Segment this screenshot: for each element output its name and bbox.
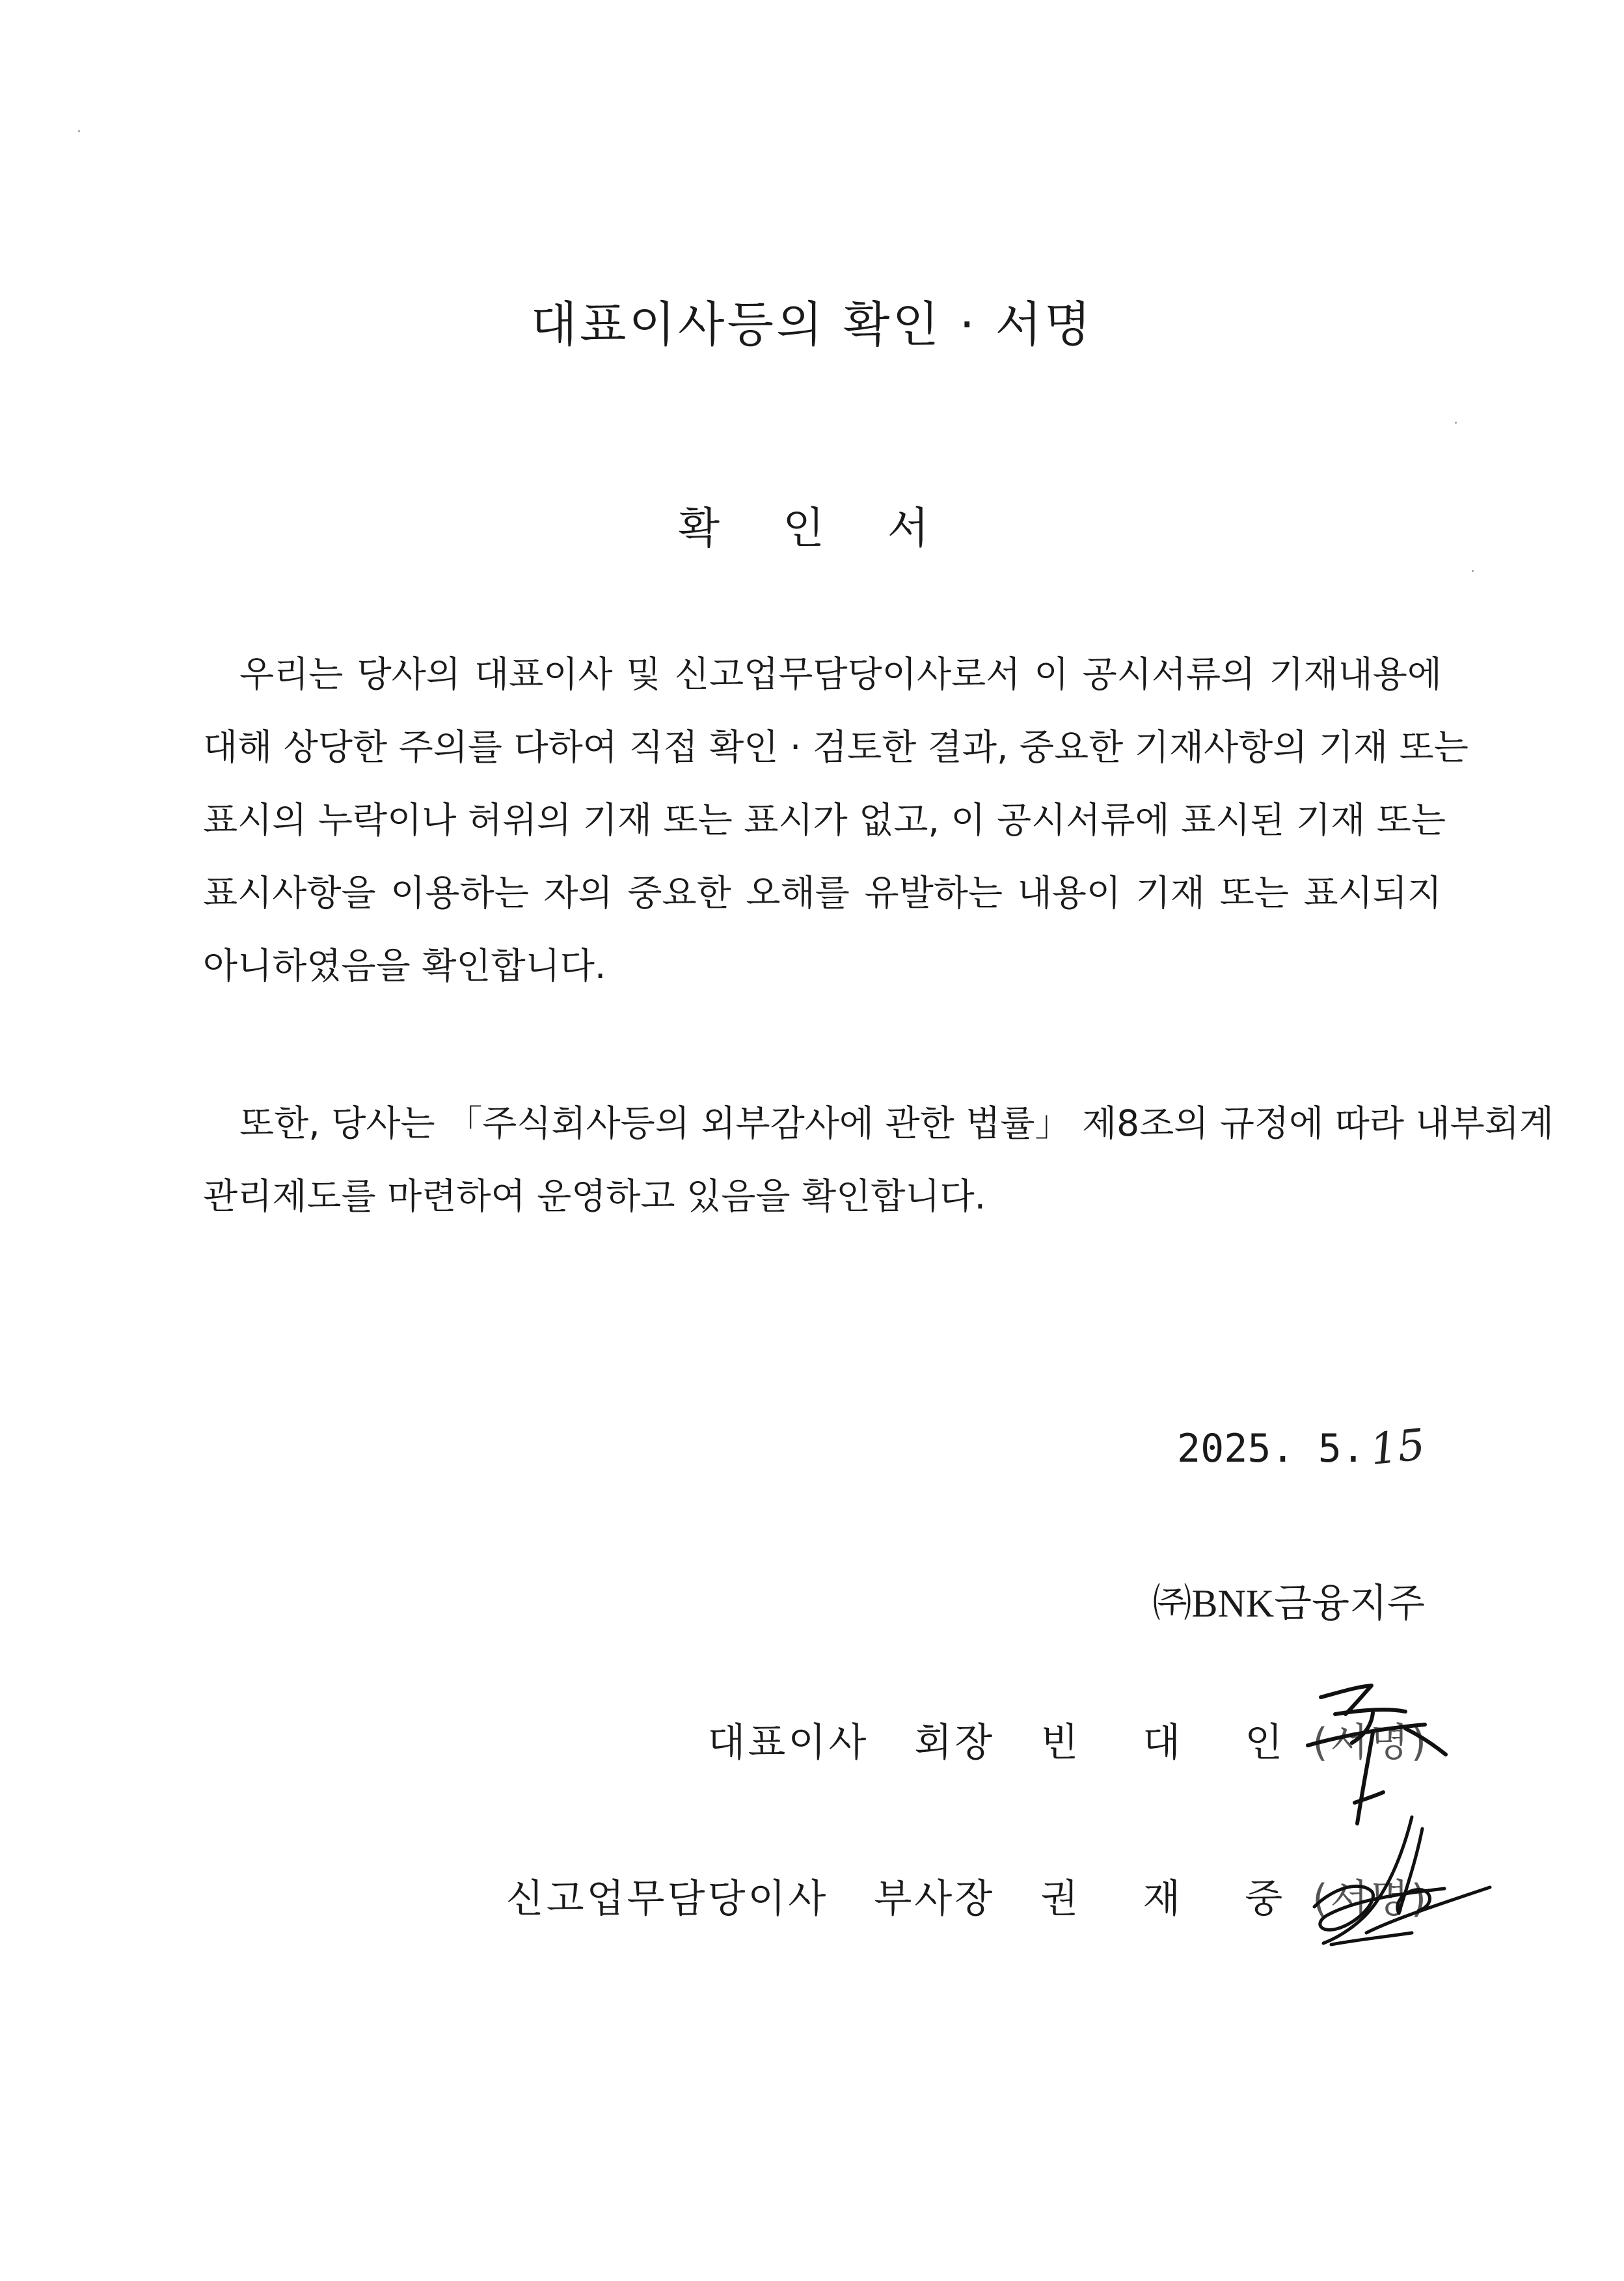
signatory-name: 권 재 중: [1040, 1876, 1309, 1922]
paragraph-line: 관리제도를 마련하여 운영하고 있음을 확인합니다.: [203, 1175, 986, 1217]
date-printed: 2025. 5.: [1177, 1426, 1366, 1471]
date-handwritten-day: 15: [1368, 1419, 1428, 1475]
signatory-disclosure-officer: [506, 1868, 1429, 1924]
internal-control-paragraph: [203, 1087, 1554, 1233]
confirmation-paragraph: [203, 638, 1468, 1002]
scan-speck: [1455, 422, 1457, 424]
signature-mark-label: (서명): [1312, 1720, 1429, 1766]
document-subtitle: 확 인 서: [678, 503, 946, 553]
document-title: 대표이사등의 확인 · 서명: [530, 297, 1094, 353]
paragraph-line: 우리는 당사의 대표이사 및 신고업무담당이사로서 이 공시서류의 기재내용에: [239, 653, 1442, 695]
signatory-rank: 회장: [914, 1720, 995, 1766]
paragraph-line: 또한, 당사는 「주식회사등의 외부감사에 관한 법률」 제8조의 규정에 따라 내부회계: [239, 1102, 1554, 1144]
scan-speck: [78, 130, 80, 132]
paragraph-line: 아니하였음을 확인합니다.: [203, 945, 606, 987]
document-date: [1177, 1419, 1428, 1475]
signatory-rank: 부사장: [874, 1876, 995, 1922]
signatory-ceo: [707, 1712, 1429, 1768]
scan-speck: [1472, 570, 1474, 572]
signatory-title: 대표이사: [707, 1720, 869, 1766]
signatory-name: 빈 대 인: [1040, 1720, 1309, 1766]
signatory-title: 신고업무담당이사: [506, 1876, 829, 1922]
paragraph-line: 대해 상당한 주의를 다하여 직접 확인 · 검토한 결과, 중요한 기재사항의 기재 또는: [203, 726, 1468, 768]
company-name: ㈜BNK금융지주: [1152, 1582, 1425, 1625]
paragraph-line: 표시사항을 이용하는 자의 중요한 오해를 유발하는 내용이 기재 또는 표시되지: [203, 872, 1442, 914]
signature-mark-label: (서명): [1312, 1876, 1429, 1922]
paragraph-line: 표시의 누락이나 허위의 기재 또는 표시가 없고, 이 공시서류에 표시된 기재 또는: [203, 799, 1446, 841]
